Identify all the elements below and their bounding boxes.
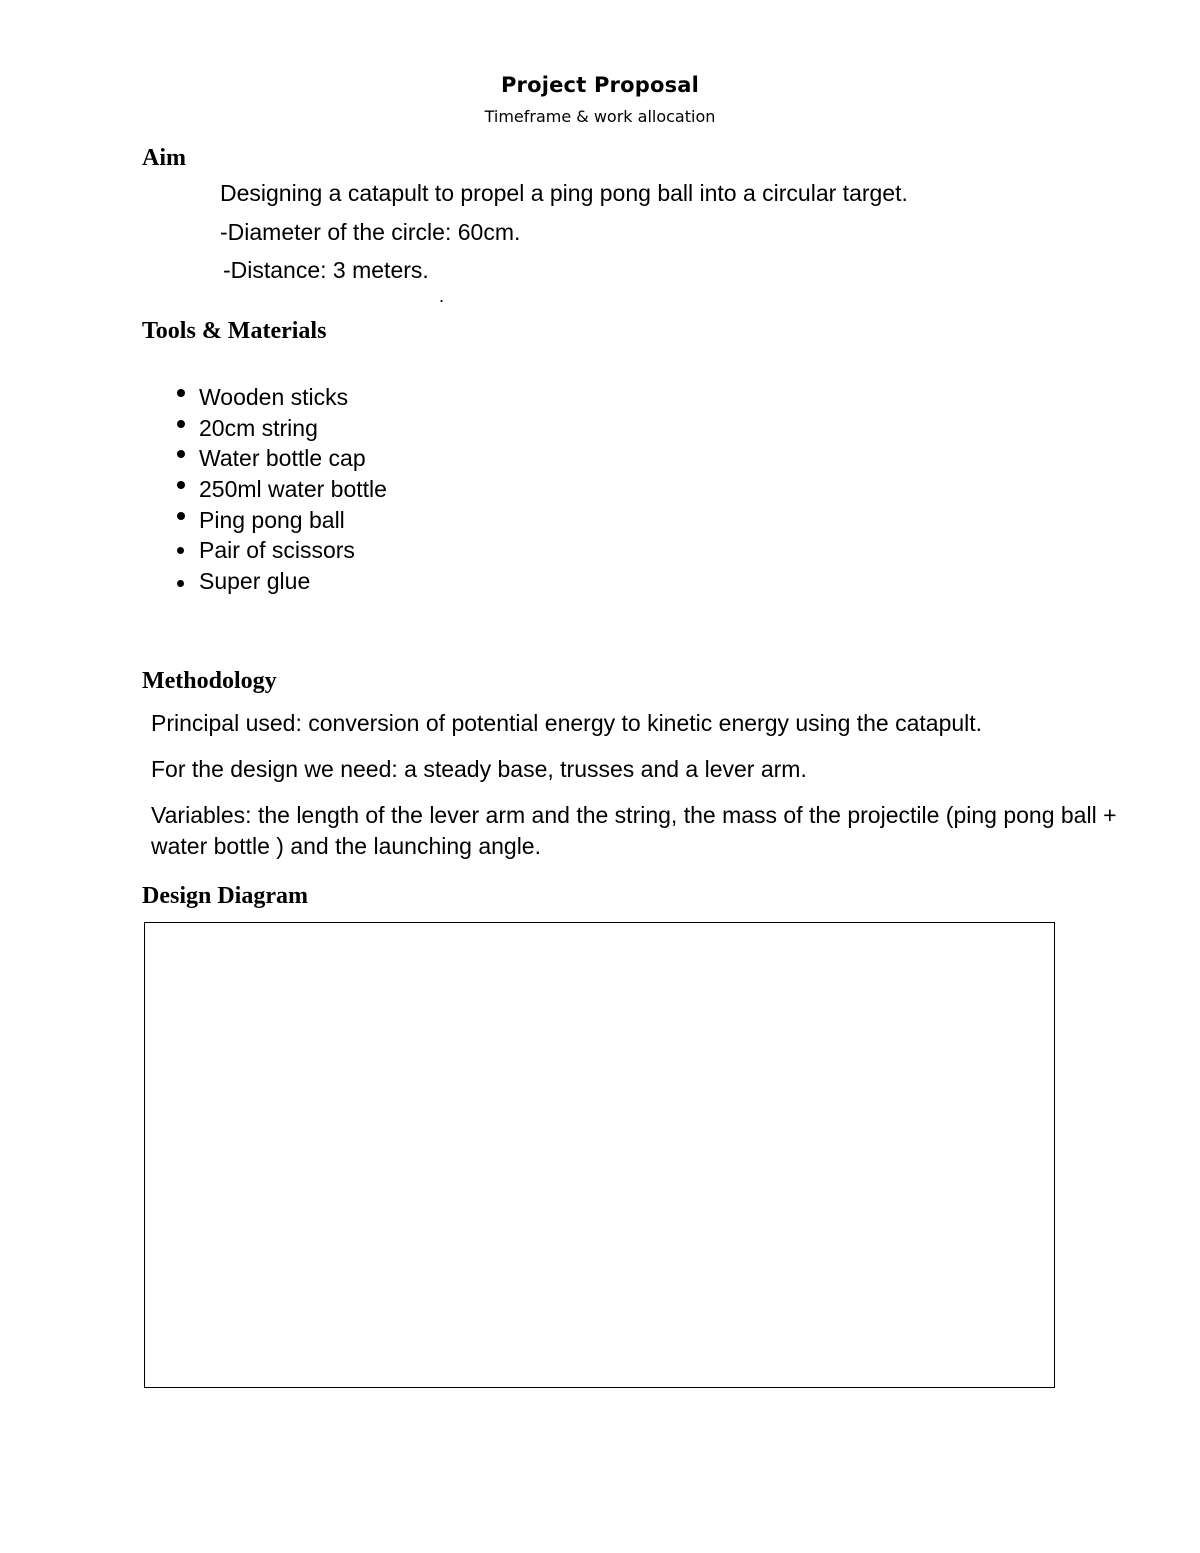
list-item-label: Ping pong ball	[199, 506, 345, 533]
stray-dot: .	[439, 286, 445, 306]
bullet-icon	[177, 481, 185, 489]
aim-diameter: -Diameter of the circle: 60cm.	[220, 219, 521, 245]
bullet-icon	[177, 450, 185, 458]
list-item-label: 250ml water bottle	[199, 476, 387, 503]
tools-heading: Tools & Materials	[142, 318, 327, 344]
list-item	[174, 382, 387, 413]
bullet-icon	[177, 389, 185, 397]
design-diagram-heading: Design Diagram	[142, 883, 308, 909]
methodology-principal: Principal used: conversion of potential energy to kinetic energy using the catapult.	[151, 710, 983, 736]
document-subtitle: Timeframe & work allocation	[484, 107, 716, 126]
document-title: Project Proposal	[500, 73, 700, 97]
bullet-icon	[177, 547, 184, 554]
list-item-label: Super glue	[199, 568, 311, 595]
aim-description: Designing a catapult to propel a ping pong ball into a circular target.	[220, 180, 908, 206]
methodology-design: For the design we need: a steady base, trusses and a lever arm.	[151, 756, 807, 782]
list-item-label: Wooden sticks	[199, 384, 349, 410]
list-item-label: 20cm string	[199, 414, 318, 441]
list-item	[174, 535, 387, 566]
methodology-heading: Methodology	[142, 668, 277, 694]
list-item	[174, 505, 387, 536]
list-item	[174, 566, 387, 597]
methodology-variables: Variables: the length of the lever arm and the string, the mass of the projectile (ping pong ball + water bottle ) and the launching angle.	[151, 802, 1117, 859]
list-item	[174, 413, 387, 444]
list-item	[174, 474, 387, 505]
aim-heading: Aim	[142, 145, 186, 171]
bullet-icon	[177, 512, 185, 520]
aim-distance: -Distance: 3 meters.	[223, 257, 429, 283]
list-item	[174, 443, 387, 474]
design-diagram-box	[144, 922, 1055, 1388]
list-item-label: Pair of scissors	[199, 537, 355, 564]
tools-list	[174, 382, 387, 597]
bullet-icon	[177, 420, 185, 428]
bullet-icon	[177, 580, 184, 587]
list-item-label: Water bottle cap	[199, 445, 366, 472]
